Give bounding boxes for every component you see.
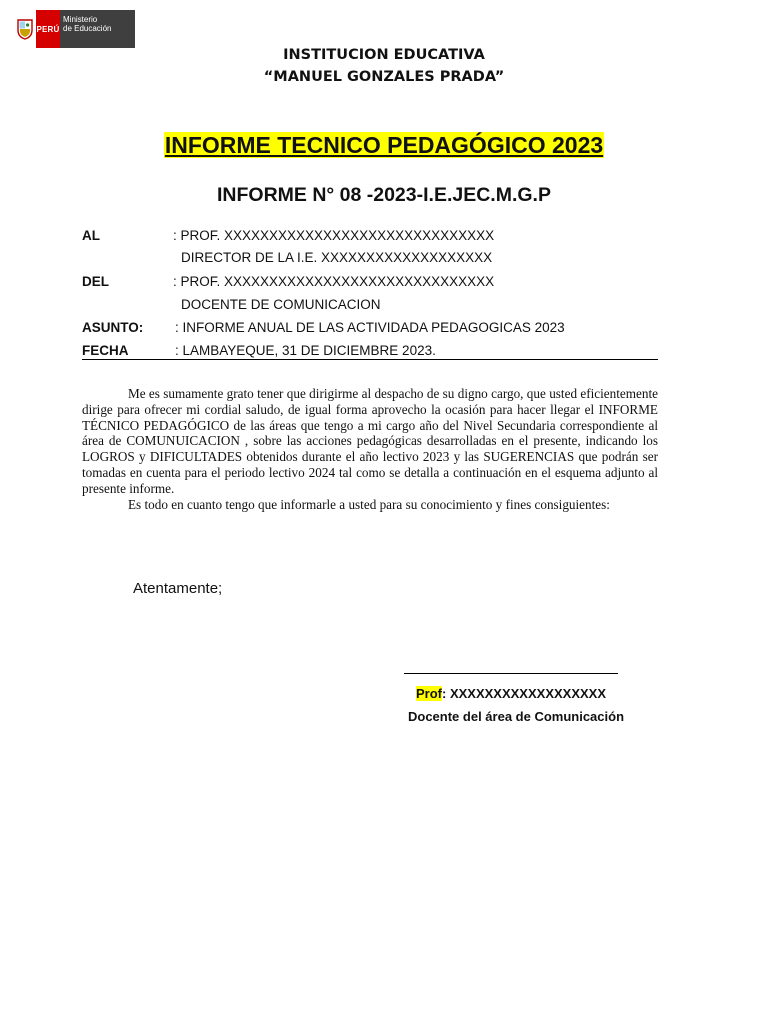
signatory-role: Docente del área de Comunicación — [408, 709, 625, 724]
asunto-value: : INFORME ANUAL DE LAS ACTIVIDADA PEDAGOGICAS 2023 — [175, 320, 565, 335]
institution-label: INSTITUCION EDUCATIVA — [283, 47, 485, 63]
minedu-logo — [14, 10, 135, 48]
prof-value: : XXXXXXXXXXXXXXXXXX — [442, 686, 607, 701]
document-title — [0, 132, 768, 159]
document-title-text: INFORME TECNICO PEDAGÓGICO 2023 — [164, 132, 604, 158]
asunto-label: ASUNTO: — [82, 320, 144, 335]
peru-label: PERÚ — [36, 10, 60, 48]
signature-line — [404, 673, 618, 674]
al-label: AL — [82, 228, 100, 243]
fecha-label: FECHA — [82, 343, 129, 358]
institution-header — [0, 44, 768, 88]
letter-body — [82, 386, 658, 512]
signatory-name — [416, 686, 606, 701]
prof-label: Prof — [416, 686, 442, 701]
del-value: : PROF. XXXXXXXXXXXXXXXXXXXXXXXXXXXXXX — [173, 274, 495, 289]
del-value-2: DOCENTE DE COMUNICACION — [181, 297, 381, 312]
al-value-2: DIRECTOR DE LA I.E. XXXXXXXXXXXXXXXXXXX — [181, 250, 493, 265]
al-value: : PROF. XXXXXXXXXXXXXXXXXXXXXXXXXXXXXX — [173, 228, 495, 243]
body-paragraph-1: Me es sumamente grato tener que dirigirme al despacho de su digno cargo, que usted eficientemente dirige para ofrecer mi cordial saludo, de igual forma aprovecho la ocasión para hacer llegar el INFORME TÉCNICO PEDAGÓGICO de las áreas que tengo a mi cargo año del Nivel Secundaria correspondiente al área de COMUNUICACION , sobre las acciones pedagógicas desarrolladas en el presente, indicando los LOGROS y DIFICULTADES obtenidos durante el año lectivo 2023 y las SUGERENCIAS que podrán ser tomadas en cuenta para el periodo lectivo 2024 tal como se detalla a continuación en el esquema adjunto al presente informe. — [82, 386, 658, 496]
ministry-label: Ministerio de Educación — [60, 10, 135, 48]
school-name: “MANUEL GONZALES PRADA” — [263, 69, 505, 85]
report-number: INFORME N° 08 -2023-I.E.JEC.M.G.P — [217, 184, 551, 206]
coat-of-arms-icon — [14, 10, 36, 48]
closing-text: Atentamente; — [133, 580, 223, 597]
del-label: DEL — [82, 274, 109, 289]
fecha-value: : LAMBAYEQUE, 31 DE DICIEMBRE 2023. — [175, 343, 436, 358]
header-divider — [82, 359, 658, 360]
body-paragraph-2: Es todo en cuanto tengo que informarle a usted para su conocimiento y fines consiguientes: — [128, 496, 610, 512]
